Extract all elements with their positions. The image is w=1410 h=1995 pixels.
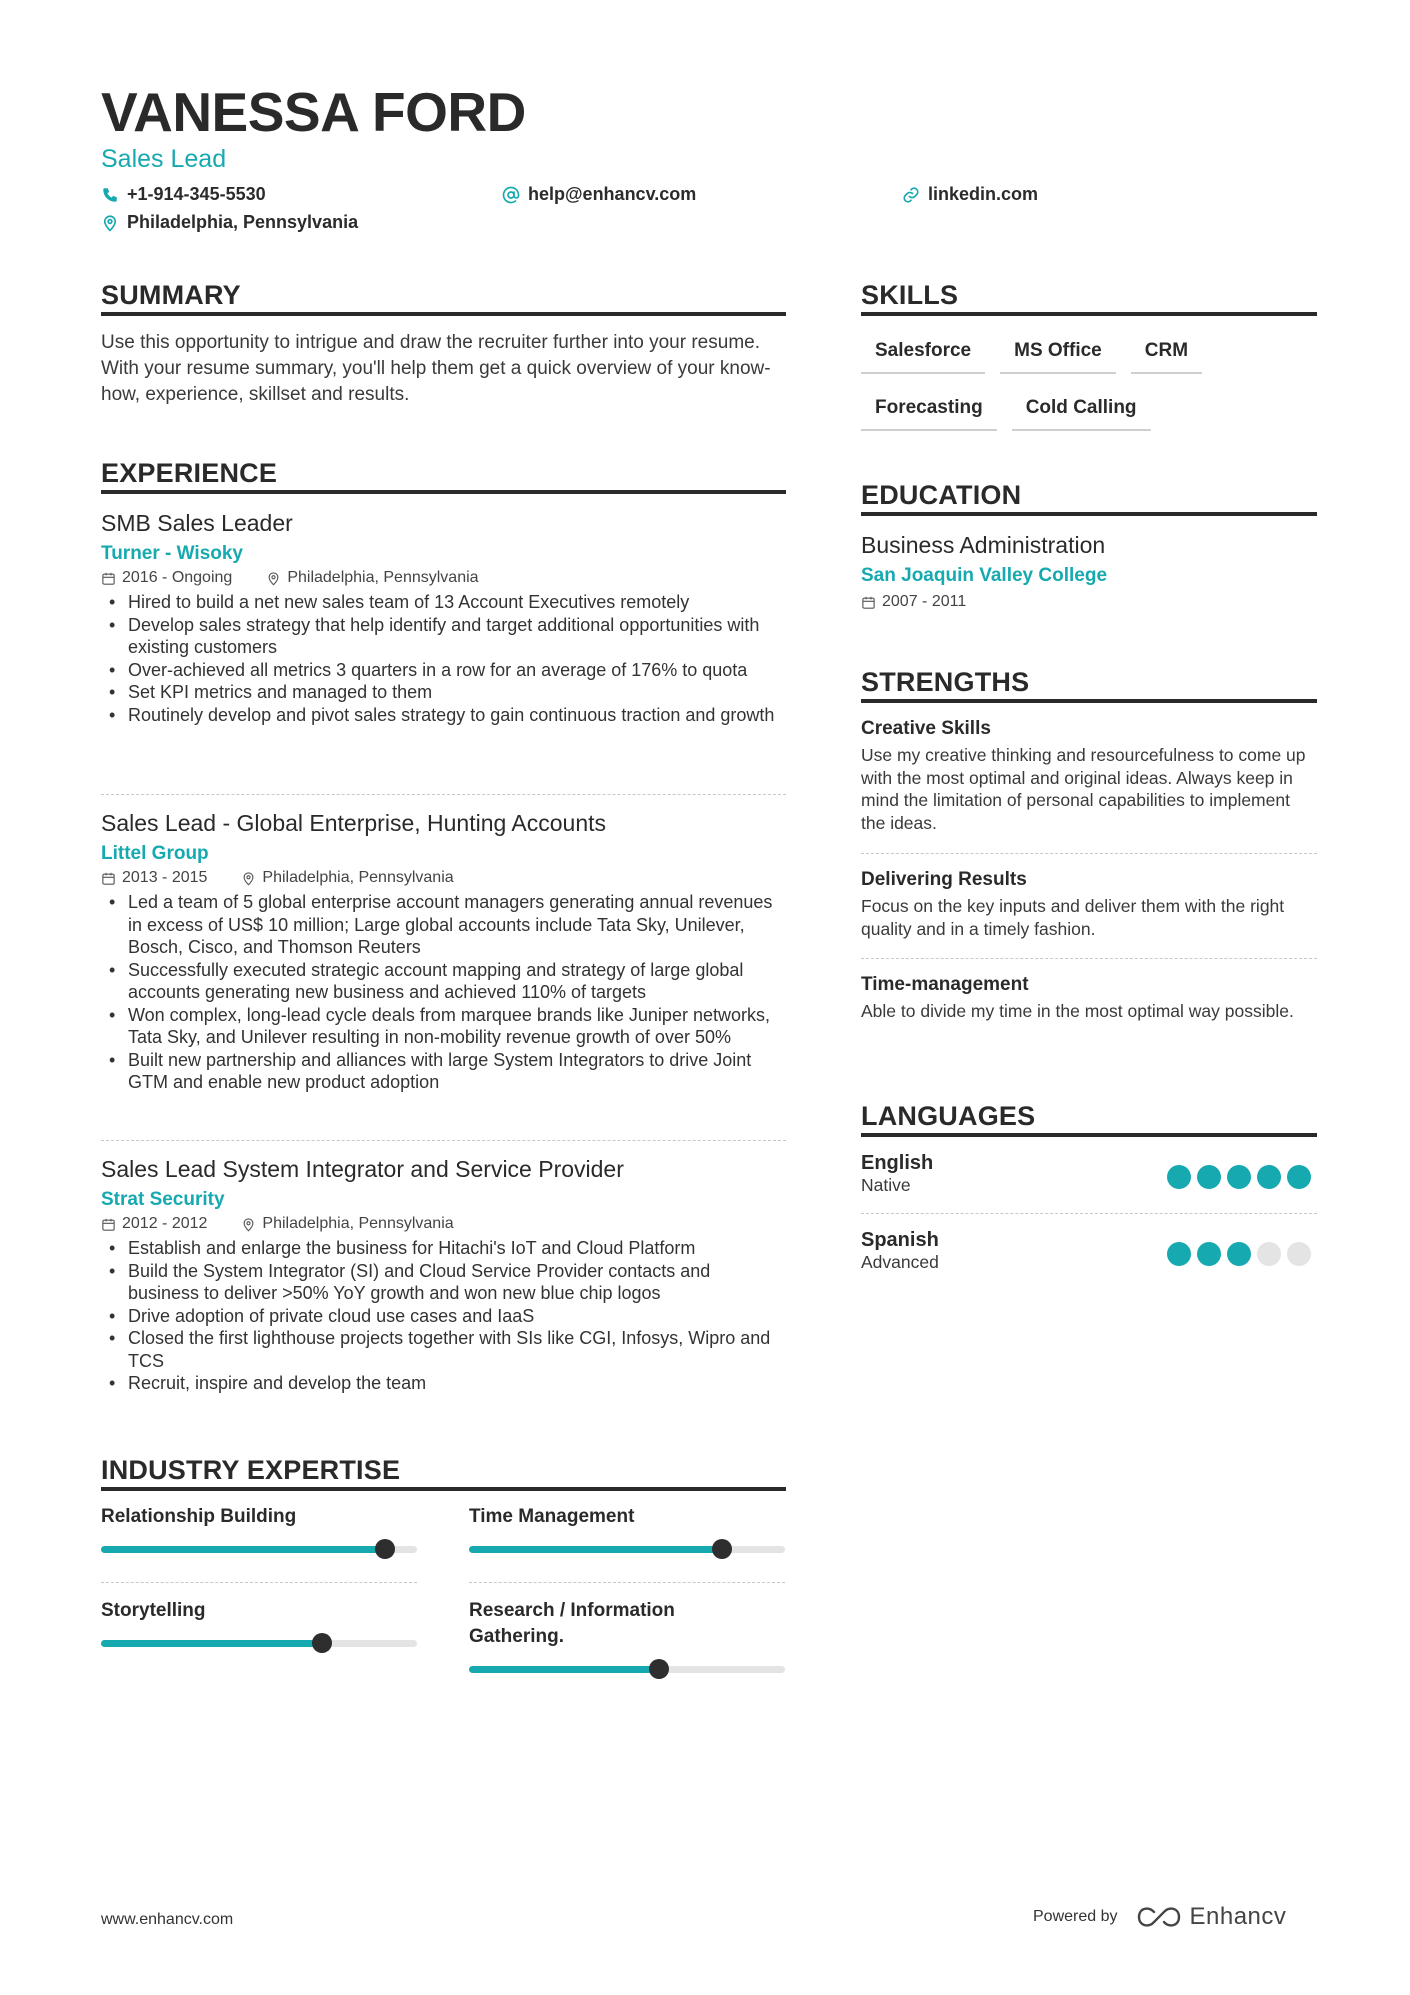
industry-label: Storytelling	[101, 1600, 206, 1621]
job-company: Turner - Wisoky	[101, 543, 243, 564]
divider	[861, 958, 1317, 959]
industry-rule	[101, 1487, 786, 1491]
job-meta	[101, 569, 786, 587]
job-location: Philadelphia, Pennsylvania	[262, 869, 454, 886]
level-fill	[101, 1640, 322, 1647]
list-item: • Develop sales strategy that help identify and target additional opportunities with existing customers	[101, 614, 786, 659]
skill-tag: CRM	[1131, 340, 1202, 374]
divider	[101, 1140, 786, 1141]
job-meta	[101, 1215, 786, 1233]
divider	[101, 794, 786, 795]
strengths-rule	[861, 699, 1317, 703]
rating-dot	[1197, 1242, 1221, 1266]
strength-description: Focus on the key inputs and deliver them with the right quality and in a timely fashion.	[861, 896, 1285, 939]
calendar-icon	[101, 571, 116, 586]
candidate-name: VANESSA FORD	[101, 81, 526, 143]
job-entry	[101, 510, 786, 726]
divider	[861, 853, 1317, 854]
strength-title: Time-management	[861, 974, 1029, 995]
divider	[469, 1582, 785, 1583]
calendar-icon	[101, 1217, 116, 1232]
language-name: English	[861, 1152, 934, 1174]
level-knob	[712, 1539, 732, 1559]
list-item: • Won complex, long-lead cycle deals from marquee brands like Juniper networks, Tata Sky, and Unilever resulting in non-mobility revenue growth of over 50%	[101, 1004, 786, 1049]
divider	[861, 1213, 1317, 1214]
email-text[interactable]: help@enhancv.com	[528, 184, 697, 204]
list-item: • Over-achieved all metrics 3 quarters in a row for an average of 176% to quota	[101, 659, 786, 682]
job-bullets	[101, 1237, 786, 1395]
rating-dot	[1257, 1242, 1281, 1266]
strength-description: Use my creative thinking and resourcefulness to come up with the most optimal and original ideas. Always keep in mind the limitation of personal capabilities to implement the ideas.	[861, 745, 1306, 833]
list-item: • Routinely develop and pivot sales strategy to gain continuous traction and growth	[101, 704, 786, 727]
strength-item	[861, 718, 1317, 834]
job-title: Sales Lead - Global Enterprise, Hunting Accounts	[101, 810, 607, 836]
language-name: Spanish	[861, 1229, 939, 1251]
powered-by-text: Powered by	[1033, 1908, 1118, 1925]
industry-level-bar	[469, 1546, 785, 1553]
skills-row	[861, 340, 1202, 374]
job-company: Strat Security	[101, 1189, 225, 1210]
list-item: • Recruit, inspire and develop the team	[101, 1372, 786, 1395]
level-fill	[469, 1666, 659, 1673]
rating-dot	[1227, 1165, 1251, 1189]
level-fill	[101, 1546, 385, 1553]
location-pin-icon	[101, 214, 119, 232]
location-contact	[101, 212, 358, 233]
level-knob	[649, 1659, 669, 1679]
skill-tag: MS Office	[1000, 340, 1116, 374]
industry-level-bar	[469, 1666, 785, 1673]
industry-item	[101, 1598, 417, 1624]
linkedin-text[interactable]: linkedin.com	[928, 184, 1039, 204]
location-text: Philadelphia, Pennsylvania	[127, 212, 359, 232]
level-knob	[375, 1539, 395, 1559]
education-rule	[861, 512, 1317, 516]
experience-rule	[101, 490, 786, 494]
languages-heading: LANGUAGES	[861, 1101, 1036, 1131]
skill-tag: Cold Calling	[1012, 397, 1151, 431]
strength-description: Able to divide my time in the most optimal way possible.	[861, 1001, 1294, 1021]
industry-item	[469, 1598, 709, 1650]
rating-dot	[1197, 1165, 1221, 1189]
job-entry	[101, 810, 786, 1094]
education-heading: EDUCATION	[861, 480, 1022, 510]
rating-dot	[1287, 1242, 1311, 1266]
email-contact[interactable]	[502, 184, 696, 205]
language-rating	[1167, 1165, 1311, 1189]
rating-dot	[1287, 1165, 1311, 1189]
industry-item	[469, 1504, 785, 1530]
list-item: • Establish and enlarge the business for Hitachi's IoT and Cloud Platform	[101, 1237, 786, 1260]
rating-dot	[1167, 1242, 1191, 1266]
experience-heading: EXPERIENCE	[101, 458, 278, 488]
rating-dot	[1227, 1242, 1251, 1266]
list-item: • Closed the first lighthouse projects together with SIs like CGI, Infosys, Wipro and TCS	[101, 1327, 786, 1372]
job-dates: 2016 - Ongoing	[122, 569, 233, 586]
summary-heading: SUMMARY	[101, 280, 241, 310]
strength-title: Creative Skills	[861, 718, 991, 739]
industry-label: Research / Information Gathering.	[469, 1600, 675, 1647]
summary-text: Use this opportunity to intrigue and draw the recruiter further into your resume. With your resume summary, you'll help them get a quick overview of your know-how, experience, skillset and results.	[101, 332, 771, 405]
language-level: Advanced	[861, 1252, 939, 1272]
job-dates: 2013 - 2015	[122, 869, 208, 886]
list-item: • Built new partnership and alliances with large System Integrators to drive Joint GTM and enable new product adoption	[101, 1049, 786, 1094]
linkedin-contact[interactable]	[902, 184, 1038, 205]
rating-dot	[1167, 1165, 1191, 1189]
job-entry	[101, 1156, 786, 1395]
industry-item	[101, 1504, 417, 1530]
list-item: • Led a team of 5 global enterprise account managers generating annual revenues in excess of US$ 10 million; Large global accounts include Tata Sky, Unilever, Bosch, Cisco, and Thomson Reuters	[101, 891, 786, 959]
languages-rule	[861, 1133, 1317, 1137]
education-school: San Joaquin Valley College	[861, 565, 1108, 586]
job-location: Philadelphia, Pennsylvania	[262, 1215, 454, 1232]
job-company: Littel Group	[101, 843, 209, 864]
skills-row	[861, 397, 1151, 431]
list-item: • Set KPI metrics and managed to them	[101, 681, 786, 704]
job-dates: 2012 - 2012	[122, 1215, 208, 1232]
list-item: • Hired to build a net new sales team of 13 Account Executives remotely	[101, 591, 786, 614]
phone-icon	[101, 186, 119, 204]
strength-title: Delivering Results	[861, 869, 1027, 890]
footer-branding	[1033, 1903, 1286, 1931]
location-pin-icon	[266, 571, 281, 586]
job-location: Philadelphia, Pennsylvania	[287, 569, 479, 586]
strength-item	[861, 869, 1317, 940]
skill-tag: Salesforce	[861, 340, 985, 374]
phone-text: +1-914-345-5530	[127, 184, 266, 204]
skills-heading: SKILLS	[861, 280, 959, 310]
calendar-icon	[101, 871, 116, 886]
rating-dot	[1257, 1165, 1281, 1189]
footer-website[interactable]: www.enhancv.com	[101, 1911, 234, 1928]
job-title: Sales Lead System Integrator and Service Provider	[101, 1156, 624, 1182]
divider	[101, 1582, 417, 1583]
language-rating	[1167, 1242, 1311, 1266]
at-icon	[502, 186, 520, 204]
industry-level-bar	[101, 1546, 417, 1553]
level-knob	[312, 1633, 332, 1653]
list-item: • Successfully executed strategic account mapping and strategy of large global accounts generating new business and achieved 110% of targets	[101, 959, 786, 1004]
job-bullets	[101, 591, 786, 726]
industry-label: Relationship Building	[101, 1506, 297, 1527]
location-pin-icon	[241, 871, 256, 886]
job-title: SMB Sales Leader	[101, 510, 293, 536]
job-meta	[101, 869, 786, 887]
industry-heading: INDUSTRY EXPERTISE	[101, 1455, 401, 1485]
education-dates: 2007 - 2011	[882, 593, 967, 610]
job-bullets	[101, 891, 786, 1094]
education-entry	[861, 532, 1317, 611]
candidate-role: Sales Lead	[101, 145, 227, 173]
list-item: • Build the System Integrator (SI) and Cloud Service Provider contacts and business to deliver >50% YoY growth and won new blue chip logos	[101, 1260, 786, 1305]
brand-logo[interactable]	[1136, 1903, 1287, 1931]
skills-rule	[861, 312, 1317, 316]
list-item: • Drive adoption of private cloud use cases and IaaS	[101, 1305, 786, 1328]
phone-contact	[101, 184, 266, 205]
link-icon	[902, 186, 920, 204]
skill-tag: Forecasting	[861, 397, 997, 431]
language-level: Native	[861, 1175, 911, 1195]
enhancv-logo-icon	[1136, 1906, 1182, 1928]
education-meta	[861, 593, 1317, 611]
strengths-heading: STRENGTHS	[861, 667, 1030, 697]
calendar-icon	[861, 595, 876, 610]
education-degree: Business Administration	[861, 532, 1106, 558]
strength-item	[861, 974, 1317, 1023]
industry-level-bar	[101, 1640, 417, 1647]
summary-rule	[101, 312, 786, 316]
location-pin-icon	[241, 1217, 256, 1232]
level-fill	[469, 1546, 722, 1553]
brand-name: Enhancv	[1189, 1903, 1287, 1930]
industry-label: Time Management	[469, 1506, 635, 1527]
